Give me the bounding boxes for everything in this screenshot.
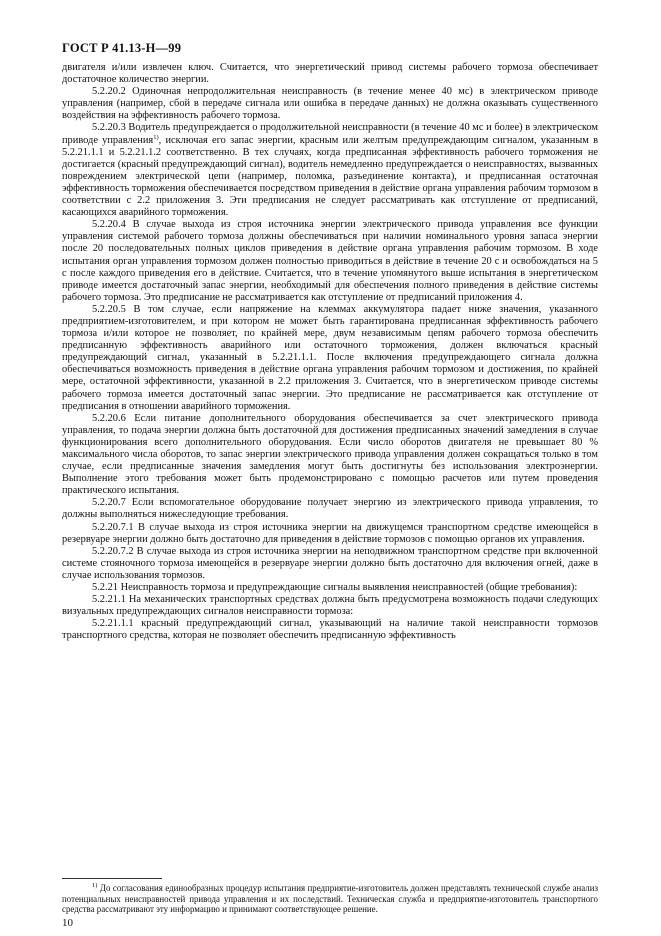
paragraph-5-2-20-2: 5.2.20.2 Одиночная непродолжительная неисправность (в течение менее 40 мс) в электрическом приводе управления (например, сбой в передаче сигнала или ошибка в передаче данных) не должна оказывать существенного воздействия на эффективность рабочего тормоза. [62, 86, 598, 122]
paragraph-5-2-20-7: 5.2.20.7 Если вспомогательное оборудование получает энергию из электрического привода управления, то должны выполняться нижеследующие требования. [62, 497, 598, 521]
paragraph-5-2-20-7-2: 5.2.20.7.2 В случае выхода из строя источника энергии на неподвижном транспортном средстве при включенной системе стояночного тормоза имеющейся в резервуаре энергии должно быть достаточно для включения огней, даже в случае использования тормозов. [62, 545, 598, 581]
footnote [62, 883, 598, 915]
footnote-divider [62, 878, 162, 879]
paragraph-continuation: двигателя и/или извлечен ключ. Считается, что энергетический привод системы рабочего тормоза обеспечивает достаточное количество энергии. [62, 62, 598, 86]
paragraph-5-2-20-6: 5.2.20.6 Если питание дополнительного оборудования обеспечивается за счет электрического привода управления, то подача энергии должна быть достаточной для достижения предписанных значений замедления в случае функционирования всего дополнительного оборудования. Если число оборотов двигателя не превышает 80 % максимального числа оборотов, то запас энергии электрического привода управления должен сокращаться только в том случае, если предписанные значения замедления могут быть достигнуты без использования электроэнергии. Выполнение этого требования может быть продемонстрировано с помощью расчетов или путем проведения практического испытания. [62, 412, 598, 497]
main-text [62, 62, 598, 643]
paragraph-5-2-21-1: 5.2.21.1 На механических транспортных средствах должна быть предусмотрена возможность подачи следующих визуальных предупреждающих сигналов неисправности тормоза: [62, 594, 598, 618]
page-number: 10 [62, 917, 73, 929]
paragraph-5-2-21-1-1: 5.2.21.1.1 красный предупреждающий сигнал, указывающий на наличие такой неисправности тормозов транспортного средства, которая не позволяет обеспечить предписанную эффективность [62, 618, 598, 642]
paragraph-5-2-20-5: 5.2.20.5 В том случае, если напряжение на клеммах аккумулятора падает ниже значения, указанного предприятием-изготовителем, и при котором не может быть гарантирована предписанная эффективность рабочего тормоза и/или которое не позволяет, по крайней мере, двум независимым цепям рабочего тормоза обеспечить предписанную эффективность аварийного или остаточного торможения, должен включаться красный предупреждающий сигнал, указанный в 5.2.21.1.1. После включения предупреждающего сигнала должна обеспечиваться возможность приведения в действие органа управления рабочим тормозом и достижения, по крайней мере, остаточной эффективности, указанной в 2.2 приложения 3. Считается, что в энергетическом приводе системы рабочего тормоза имеется достаточный запас энергии. Это предписание не рассматривается как отступление от предписания в отношении аварийного торможения. [62, 303, 598, 412]
paragraph-5-2-20-7-1: 5.2.20.7.1 В случае выхода из строя источника энергии на движущемся транспортном средстве имеющейся в резервуаре энергии должно быть достаточно для приведения в действие тормозов с помощью органов их управления. [62, 521, 598, 545]
footnote-text [62, 883, 598, 915]
paragraph-5-2-20-3 [62, 122, 598, 219]
footnote-body: До согласования единообразных процедур испытания предприятие-изготовитель должен представлять технической службе анализ потенциальных неисправностей привода управления и их последствий. Техническая служба и предприятие-изготовитель транспортного средства рассматривают эту информацию и принимают соответствующее решение. [62, 883, 598, 915]
paragraph-5-2-21: 5.2.21 Неисправность тормоза и предупреждающие сигналы выявления неисправностей (общие требования): [92, 582, 578, 594]
footnote-reference: 1) [153, 133, 159, 141]
paragraph-5-2-20-4: 5.2.20.4 В случае выхода из строя источника энергии электрического привода управления все функции управления системой рабочего тормоза должны обеспечиваться при наличии номинального уровня запаса энергии после 20 последовательных полных циклов приведения в действие органа управления рабочим тормозом. В ходе испытания орган управления тормозом должен полностью приводиться в действие в течение 20 с и освобождаться на 5 с после каждого приведения его в действие. Считается, что в течение упомянутого выше испытания в энергетическом приводе имеется достаточный запас энергии, необходимый для обеспечения полного приведения в действие системы рабочего тормоза. Это предписание не рассматривается как отступление от предписаний приложения 4. [62, 219, 598, 303]
document-header: ГОСТ Р 41.13-Н—99 [62, 41, 182, 55]
paragraph-5-2-20-3-part-1: 5.2.20.3 Водитель предупреждается о продолжительной неисправности (в течение 40 мс и более) в электрическом приводе управления [62, 122, 598, 146]
paragraph-5-2-20-3-part-2: , исключая его запас энергии, красным или желтым предупреждающим сигналом, указанным в 5.2.21.1.1 и 5.2.21.1.2 соответственно. В тех случаях, когда предписанная эффективность рабочего торможения не достигается (красный предупреждающий сигнал), водитель немедленно предупреждается о неисправностях, вызванных повреждением электрической цепи (например, поломка, разъединение контакта), и предписанная остаточная эффективность торможения обеспечивается посредством приведения в действие органа управления рабочим тормозом в соответствии с 2.2 приложения 3. Эти предписания не следует рассматривать как отступление от предписаний, касающихся аварийного торможения. [62, 134, 598, 219]
footnote-marker: 1) [92, 882, 98, 889]
